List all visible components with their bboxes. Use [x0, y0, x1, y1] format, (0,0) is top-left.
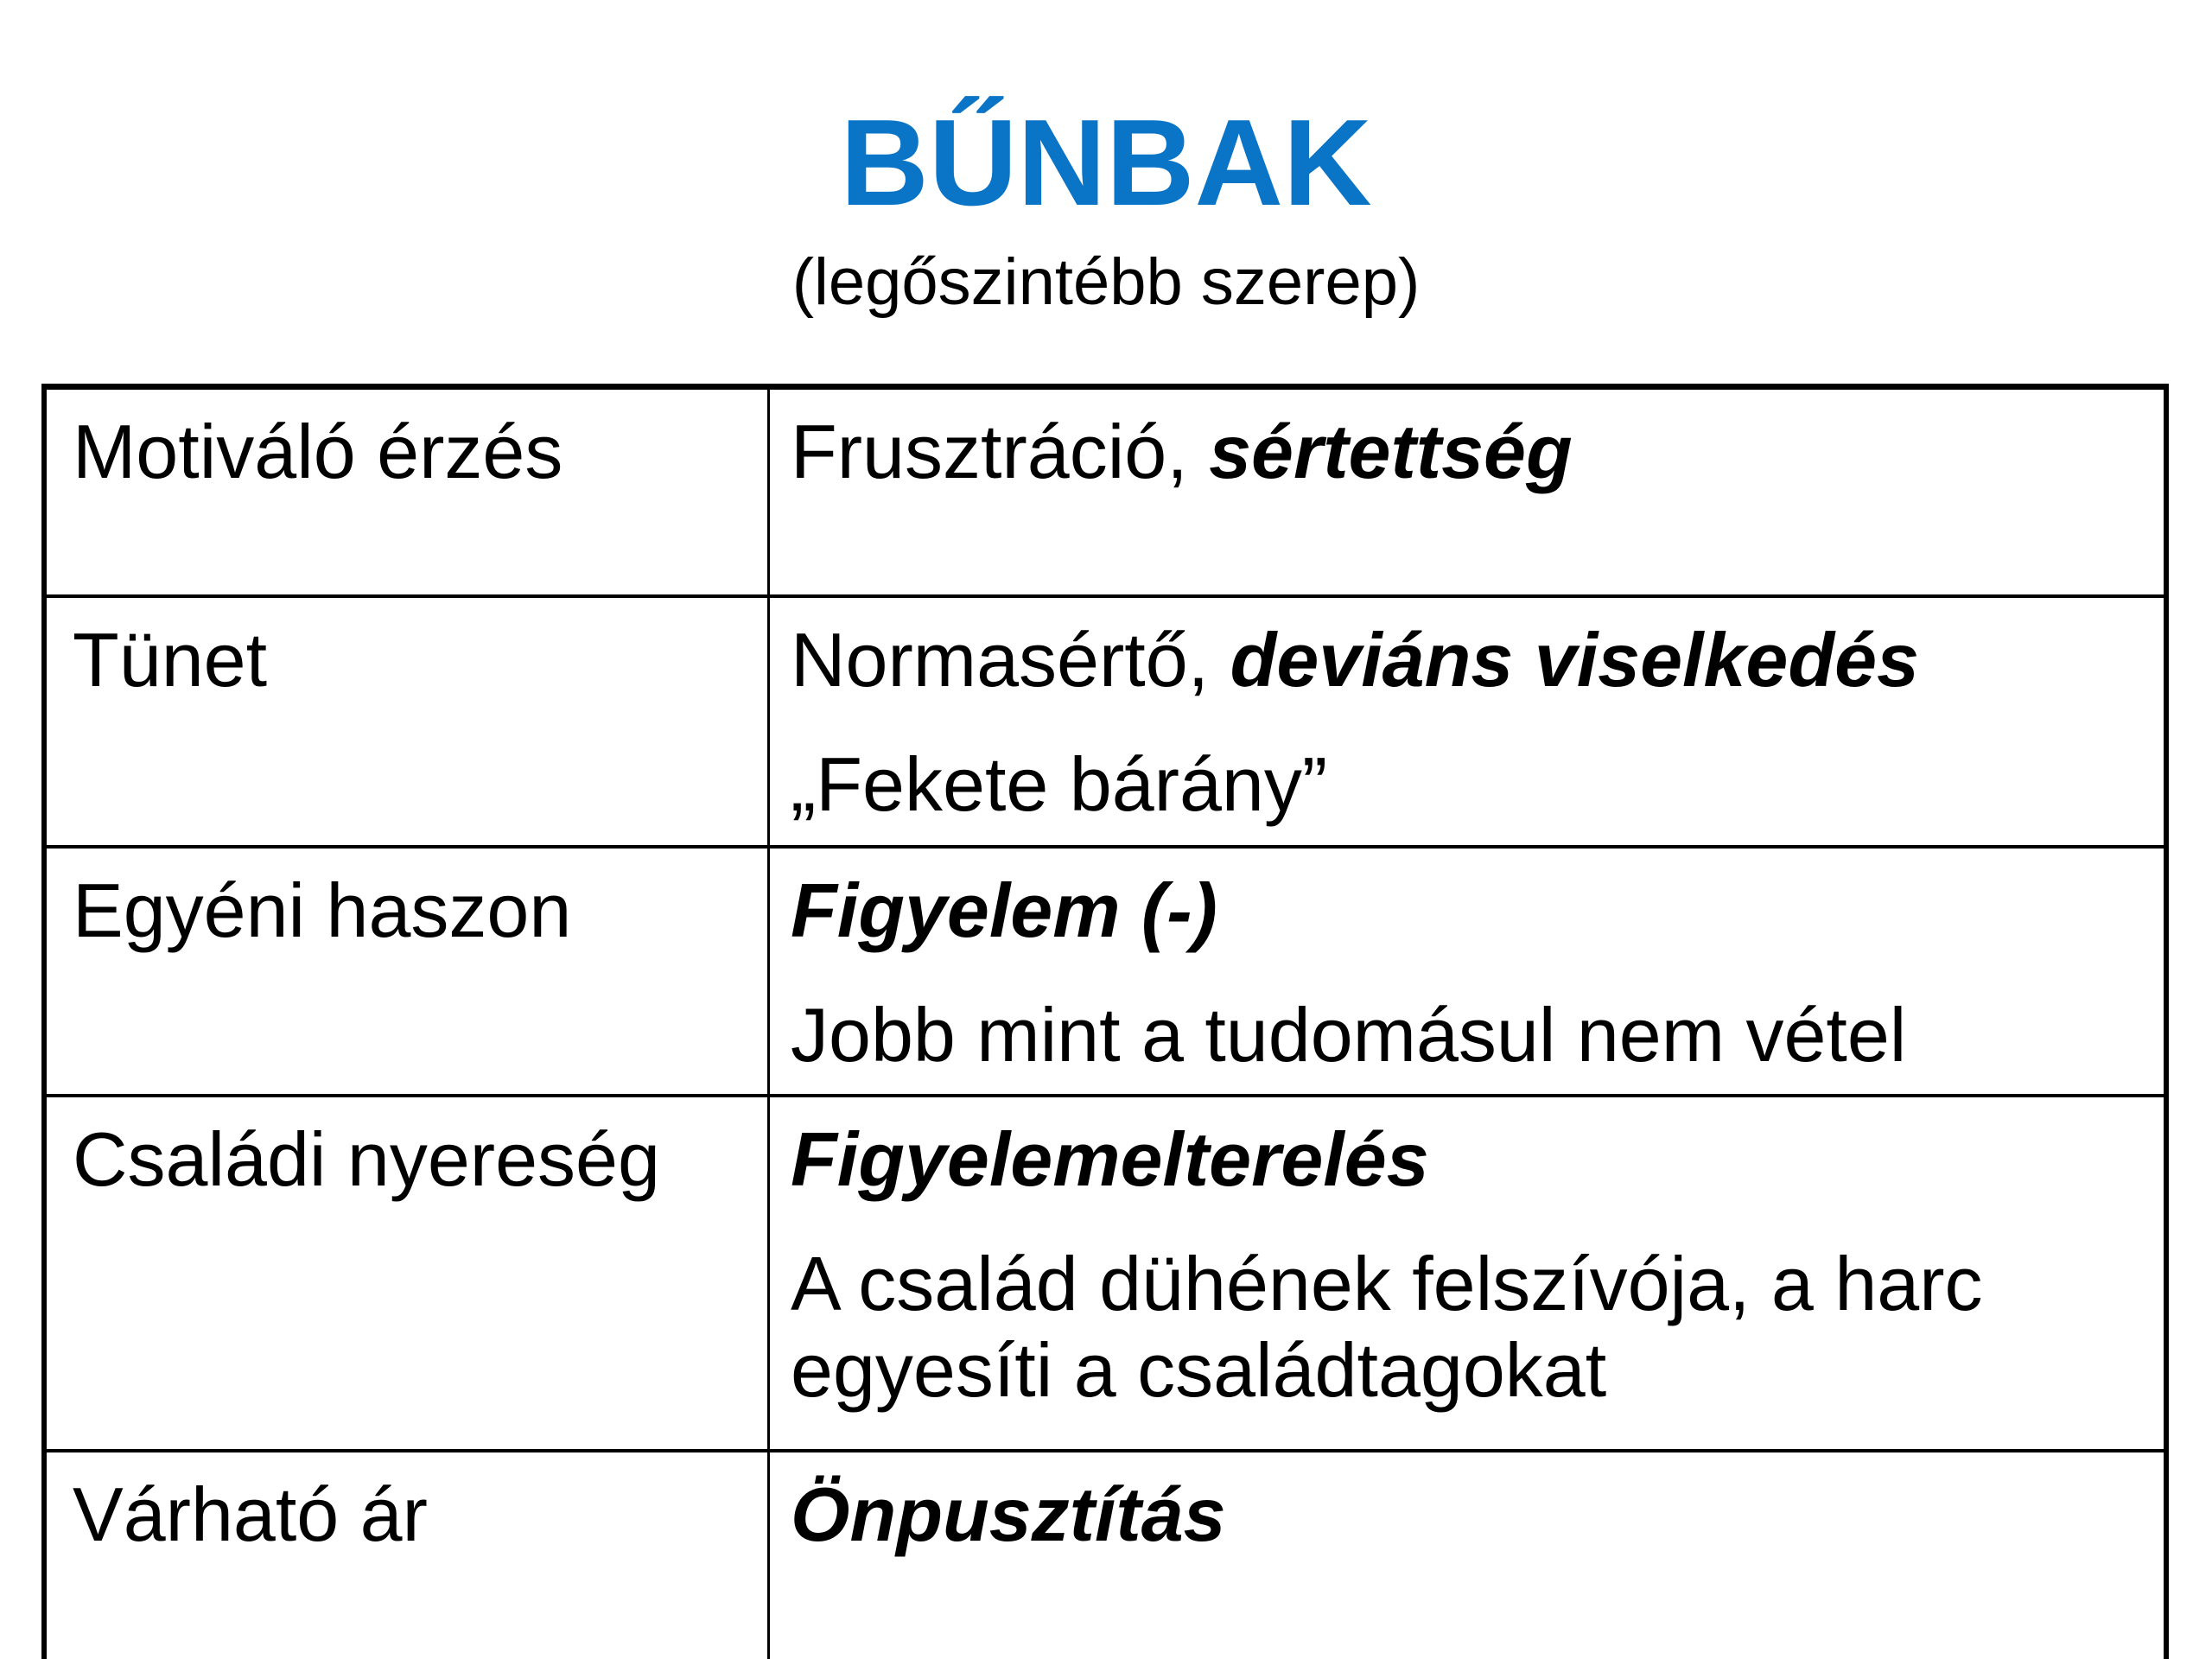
value-emphasis: Önpusztítás: [791, 1471, 1226, 1557]
table-row: [44, 1451, 2166, 1659]
value-text: Normasértő,: [791, 617, 1230, 702]
value-line: [791, 409, 2143, 495]
slide-title: BŰNBAK: [840, 94, 1372, 232]
value-emphasis: sértettség: [1209, 409, 1573, 494]
row-value: [769, 847, 2167, 1096]
row-label: Motiváló érzés: [44, 387, 769, 597]
value-line: [791, 617, 2143, 703]
table-row: [44, 387, 2166, 597]
row-label: Egyéni haszon: [44, 847, 769, 1096]
value-second-line: „Fekete bárány”: [791, 741, 1328, 827]
table-row: [44, 596, 2166, 847]
value-second-line: A család dühének felszívója, a harc egyesíti a családtagokat: [791, 1241, 1983, 1413]
row-value: [769, 1451, 2167, 1659]
row-value: [769, 1096, 2167, 1451]
slide-subtitle: (legőszintébb szerep): [791, 245, 1421, 319]
value-second-line: Jobb mint a tudomásul nem vétel: [791, 992, 1907, 1077]
value-text: Frusztráció,: [791, 409, 1210, 494]
row-value: [769, 387, 2167, 597]
value-emphasis: Figyelemelterelés: [791, 1116, 1429, 1202]
row-label: Várható ár: [44, 1451, 769, 1659]
role-table: [41, 384, 2169, 1659]
table-row: [44, 847, 2166, 1096]
table-row: [44, 1096, 2166, 1451]
value-emphasis: deviáns viselkedés: [1230, 617, 1919, 702]
value-emphasis: Figyelem (-): [791, 868, 1217, 953]
row-label: Családi nyereség: [44, 1096, 769, 1451]
row-value: [769, 596, 2167, 847]
row-label: Tünet: [44, 596, 769, 847]
